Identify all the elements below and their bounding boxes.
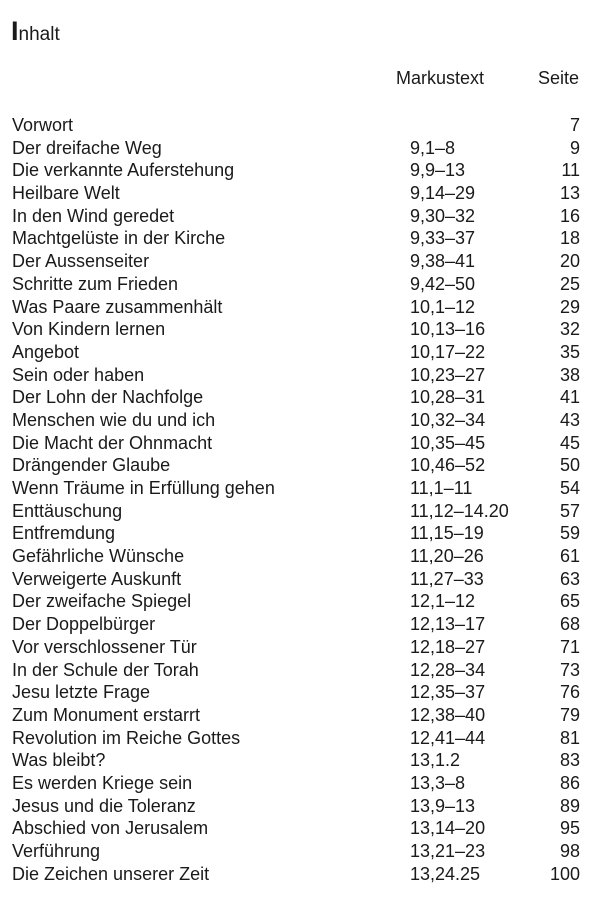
toc-entry-title: Der zweifache Spiegel	[12, 591, 192, 612]
toc-entry	[12, 364, 580, 387]
toc-entry-title: In den Wind geredet	[12, 205, 175, 226]
toc-entry	[12, 795, 580, 818]
column-header-reference: Markustext	[396, 68, 485, 88]
toc-entry	[12, 159, 580, 182]
toc-entry-reference: 12,35–37	[410, 682, 486, 703]
toc-entry-reference: 10,23–27	[410, 364, 486, 385]
toc-entry-page: 50	[559, 455, 580, 476]
toc-entry-reference: 12,1–12	[410, 591, 476, 612]
toc-entry-reference: 10,17–22	[410, 341, 486, 362]
toc-entry	[12, 817, 580, 840]
toc-entry	[12, 182, 580, 205]
toc-entry-reference: 12,13–17	[410, 614, 486, 635]
title-initial: I	[11, 16, 19, 46]
toc-entry-title: Verführung	[12, 841, 101, 861]
toc-entry-reference: 13,21–23	[410, 841, 486, 861]
toc-entry	[12, 772, 580, 795]
toc-entry-page: 81	[559, 727, 580, 748]
page-title	[11, 18, 60, 45]
toc-entry-reference: 13,14–20	[410, 818, 486, 839]
toc-entry	[12, 749, 580, 772]
toc-entry-page: 29	[559, 296, 580, 317]
toc-entry-reference: 13,9–13	[410, 795, 476, 816]
toc-entry-page: 45	[559, 432, 580, 453]
toc-entry-reference: 9,38–41	[410, 251, 476, 272]
toc-entry-title: Entfremdung	[12, 523, 116, 544]
toc-entry-title: Der Lohn der Nachfolge	[12, 387, 204, 408]
toc-entry-page: 13	[559, 183, 580, 204]
toc-entry-title: Die Macht der Ohnmacht	[12, 432, 213, 453]
toc-entry	[12, 704, 580, 727]
toc-entry	[12, 613, 580, 636]
toc-entry-page: 95	[559, 818, 580, 839]
toc-entry-title: In der Schule der Torah	[12, 659, 199, 680]
toc-entry-reference: 12,38–40	[410, 704, 486, 725]
toc-entry-title: Jesu letzte Frage	[12, 682, 151, 703]
toc-entry-reference: 11,20–26	[410, 546, 484, 567]
toc-entry-title: Abschied von Jerusalem	[12, 818, 209, 839]
toc-entry-title: Schritte zum Frieden	[12, 273, 179, 294]
toc-entry-page: 43	[559, 409, 580, 430]
toc-entry-title: Machtgelüste in der Kirche	[12, 228, 226, 249]
toc-entry	[12, 568, 580, 591]
toc-entry-reference: 10,46–52	[410, 455, 486, 476]
toc-entry-title: Enttäuschung	[12, 500, 123, 521]
toc-entry-page: 18	[559, 228, 580, 249]
toc-entry-page: 61	[559, 546, 580, 567]
toc-entry	[12, 296, 580, 319]
toc-entry-reference: 9,33–37	[410, 228, 476, 249]
toc-entry-page: 89	[559, 795, 580, 816]
toc-entry-reference: 12,28–34	[410, 659, 486, 680]
toc-entry-title: Vorwort	[12, 115, 74, 135]
toc-entry-title: Von Kindern lernen	[12, 319, 166, 340]
toc-entry	[12, 590, 580, 613]
toc-entry	[12, 545, 580, 568]
toc-entry	[12, 522, 580, 545]
toc-entry-reference: 10,1–12	[410, 296, 476, 317]
toc-entry	[12, 500, 580, 523]
toc-entry-page: 9	[569, 137, 580, 158]
toc-entry-page: 38	[559, 364, 580, 385]
toc-entry-page: 20	[559, 251, 580, 272]
toc-entry-reference: 9,42–50	[410, 273, 476, 294]
toc-entry-page: 63	[559, 568, 580, 589]
toc-entry-reference: 10,32–34	[410, 409, 486, 430]
toc-entry	[12, 409, 580, 432]
toc-entry-reference: 10,35–45	[410, 432, 486, 453]
toc-entry-title: Was Paare zusammenhält	[12, 296, 223, 317]
toc-entry-title: Wenn Träume in Erfüllung gehen	[12, 478, 275, 498]
toc-entry-page: 59	[559, 523, 580, 544]
toc-entry	[12, 227, 580, 250]
title-rest: nhalt	[18, 24, 60, 45]
toc-entry-page: 98	[559, 841, 580, 861]
toc-entry-reference: 9,1–8	[410, 137, 456, 158]
toc-entry-reference: 9,30–32	[410, 205, 476, 226]
toc-entry	[12, 386, 580, 409]
toc-entry-page: 54	[559, 478, 580, 498]
toc-entry-page: 86	[559, 772, 580, 793]
toc-entry-title: Drängender Glaube	[12, 455, 171, 476]
toc-entry-reference: 13,1.2	[410, 750, 461, 771]
toc-entry	[12, 727, 580, 750]
toc-entry-page: 76	[559, 682, 580, 703]
table-of-contents	[12, 114, 580, 885]
toc-entry-page: 83	[559, 750, 580, 771]
toc-entry	[12, 273, 580, 296]
toc-entry	[12, 341, 580, 364]
column-header-page: Seite	[537, 68, 579, 88]
toc-entry-title: Jesus und die Toleranz	[12, 795, 196, 816]
toc-entry-page: 11	[561, 160, 580, 181]
toc-entry-page: 73	[559, 659, 580, 680]
toc-entry	[12, 477, 580, 500]
toc-entry-reference: 12,41–44	[410, 727, 486, 748]
toc-entry-reference: 12,18–27	[410, 636, 486, 657]
toc-entry	[12, 659, 580, 682]
toc-entry-title: Der Aussenseiter	[12, 251, 150, 272]
toc-entry-title: Vor verschlossener Tür	[12, 636, 197, 657]
toc-entry-title: Sein oder haben	[12, 364, 145, 385]
toc-entry-reference: 13,24.25	[410, 863, 481, 884]
toc-entry-reference: 10,13–16	[410, 319, 486, 340]
toc-entry-reference: 11,12–14.20	[410, 500, 509, 521]
toc-entry-title: Der Doppelbürger	[12, 614, 156, 635]
toc-entry-reference: 11,1–11	[410, 478, 473, 498]
toc-entry-reference: 10,28–31	[410, 387, 486, 408]
toc-entry-page: 68	[559, 614, 580, 635]
toc-entry	[12, 318, 580, 341]
toc-entry-title: Die Zeichen unserer Zeit	[12, 863, 210, 884]
toc-entry-reference: 13,3–8	[410, 772, 466, 793]
toc-entry-page: 32	[559, 319, 580, 340]
toc-entry	[12, 205, 580, 228]
toc-entry-page: 65	[559, 591, 580, 612]
toc-entry	[12, 137, 580, 160]
toc-entry-page: 7	[569, 115, 580, 135]
toc-entry-reference: 9,14–29	[410, 183, 476, 204]
toc-entry-title: Zum Monument erstarrt	[12, 704, 201, 725]
toc-entry-title: Was bleibt?	[12, 750, 106, 771]
toc-entry-title: Angebot	[12, 341, 80, 362]
toc-entry-reference: 11,27–33	[410, 568, 484, 589]
toc-entry	[12, 636, 580, 659]
toc-entry-title: Gefährliche Wünsche	[12, 546, 185, 567]
toc-entry-page: 35	[559, 341, 580, 362]
toc-entry-page: 71	[559, 636, 580, 657]
toc-entry-title: Es werden Kriege sein	[12, 772, 193, 793]
toc-entry-page: 100	[549, 863, 580, 884]
toc-entry	[12, 114, 580, 137]
toc-entry-title: Die verkannte Auferstehung	[12, 160, 235, 181]
toc-entry	[12, 432, 580, 455]
toc-entry-page: 79	[559, 704, 580, 725]
toc-entry-page: 16	[559, 205, 580, 226]
toc-entry-page: 25	[559, 273, 580, 294]
toc-entry-reference: 9,9–13	[410, 160, 466, 181]
toc-entry	[12, 840, 580, 863]
toc-entry-title: Verweigerte Auskunft	[12, 568, 182, 589]
toc-entry-title: Heilbare Welt	[12, 183, 120, 204]
toc-entry	[12, 250, 580, 273]
toc-entry	[12, 454, 580, 477]
toc-entry-page: 57	[559, 500, 580, 521]
toc-entry-title: Der dreifache Weg	[12, 137, 162, 158]
toc-entry-page: 41	[559, 387, 580, 408]
toc-entry	[12, 863, 580, 886]
toc-entry	[12, 681, 580, 704]
toc-entry-reference: 11,15–19	[410, 523, 484, 544]
toc-entry-title: Menschen wie du und ich	[12, 409, 216, 430]
toc-entry-title: Revolution im Reiche Gottes	[12, 727, 241, 748]
